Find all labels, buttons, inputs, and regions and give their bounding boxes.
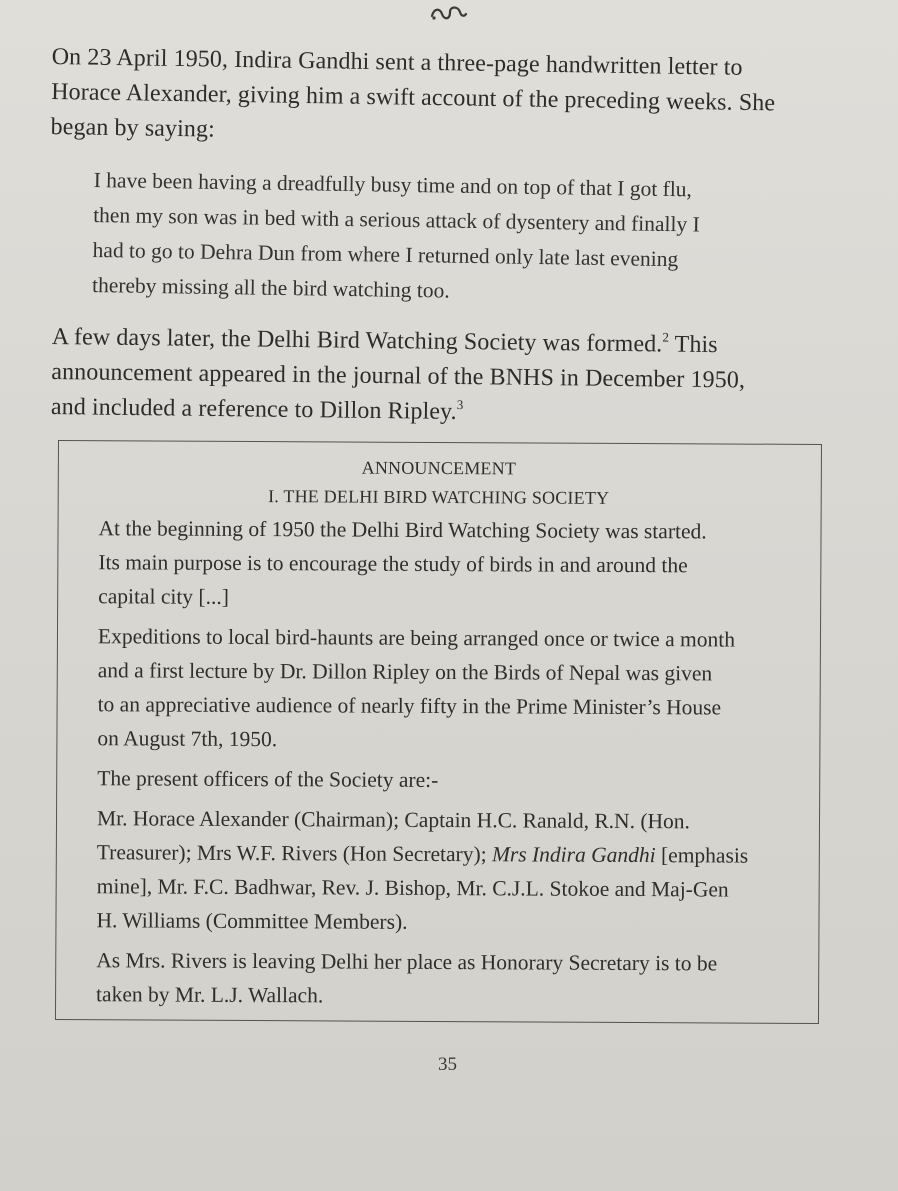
announcement-box [55, 440, 822, 1024]
footnote-2[interactable]: 2 [662, 329, 670, 345]
quote-line-2: then my son was in bed with a serious attack of dysentery and finally I [92, 202, 700, 237]
ann-p2-line-3: to an appreciative audience of nearly fifty in the Prime Minister’s House [97, 692, 722, 720]
ann-p5-line-2: taken by Mr. L.J. Wallach. [96, 982, 324, 1008]
intro-line-1: On 23 April 1950, Indira Gandhi sent a three-page handwritten letter to [51, 43, 743, 81]
society-paragraph [51, 320, 852, 435]
letter-quote [92, 163, 806, 314]
intro-line-2: Horace Alexander, giving him a swift account of the preceding weeks. She [50, 78, 776, 117]
quote-line-3: had to go to Dehra Dun from where I returned only late last evening [92, 237, 679, 272]
announcement-para-1 [98, 511, 809, 617]
announcement-para-5 [96, 943, 806, 1015]
announcement-para-3 [97, 761, 807, 799]
intro-line-3: began by saying: [50, 113, 216, 143]
ann-p2-line-1: Expeditions to local bird-haunts are being arranged once or twice a month [97, 624, 736, 652]
announcement-title: ANNOUNCEMENT [361, 457, 517, 479]
ann-p2-line-4: on August 7th, 1950. [97, 726, 278, 752]
ann-p1-line-3: capital city [...] [98, 584, 229, 609]
announcement-subtitle: I. THE DELHI BIRD WATCHING SOCIETY [268, 486, 610, 508]
officers-line-2-before: Treasurer); Mrs W.F. Rivers (Hon Secretary); [96, 840, 493, 867]
officers-line-3: mine], Mr. F.C. Badhwar, Rev. J. Bishop, Mr. C.J.L. Stokoe and Maj-Gen [96, 874, 729, 902]
officers-line-4: H. Williams (Committee Members). [96, 908, 408, 934]
society-line-2: announcement appeared in the journal of the BNHS in December 1950, [51, 358, 746, 394]
page-number: 35 [438, 1054, 457, 1075]
ann-p1-line-1: At the beginning of 1950 the Delhi Bird Watching Society was started. [98, 516, 707, 544]
society-line-1-tail: This [668, 331, 718, 359]
ann-p3-line-1: The present officers of the Society are:- [97, 766, 439, 792]
officers-line-2-italic: Mrs Indira Gandhi [491, 842, 656, 868]
officers-line-2 [97, 835, 807, 873]
ann-p5-line-1: As Mrs. Rivers is leaving Delhi her place as Honorary Secretary is to be [96, 948, 718, 976]
ann-p1-line-2: Its main purpose is to encourage the study of birds in and around the [98, 550, 688, 578]
announcement-officers [96, 801, 807, 941]
officers-line-1: Mr. Horace Alexander (Chairman); Captain H.C. Ranald, R.N. (Hon. [96, 806, 690, 834]
quote-line-4: thereby missing all the bird watching too. [91, 272, 450, 303]
officers-line-2-after: [emphasis [655, 843, 749, 868]
society-line-1-text: A few days later, the Delhi Bird Watching Society was formed. [51, 323, 663, 358]
footnote-3[interactable]: 3 [456, 396, 464, 413]
society-line-3-text: and included a reference to Dillon Ripley. [50, 393, 457, 425]
announcement-para-2 [97, 619, 808, 759]
quote-line-1: I have been having a dreadfully busy time and on top of that I got flu, [93, 167, 693, 202]
ann-p2-line-2: and a first lecture by Dr. Dillon Ripley on the Birds of Nepal was given [97, 658, 713, 686]
announcement-content [96, 441, 809, 1021]
intro-paragraph [50, 40, 852, 158]
swirl-ornament-icon [428, 2, 468, 24]
